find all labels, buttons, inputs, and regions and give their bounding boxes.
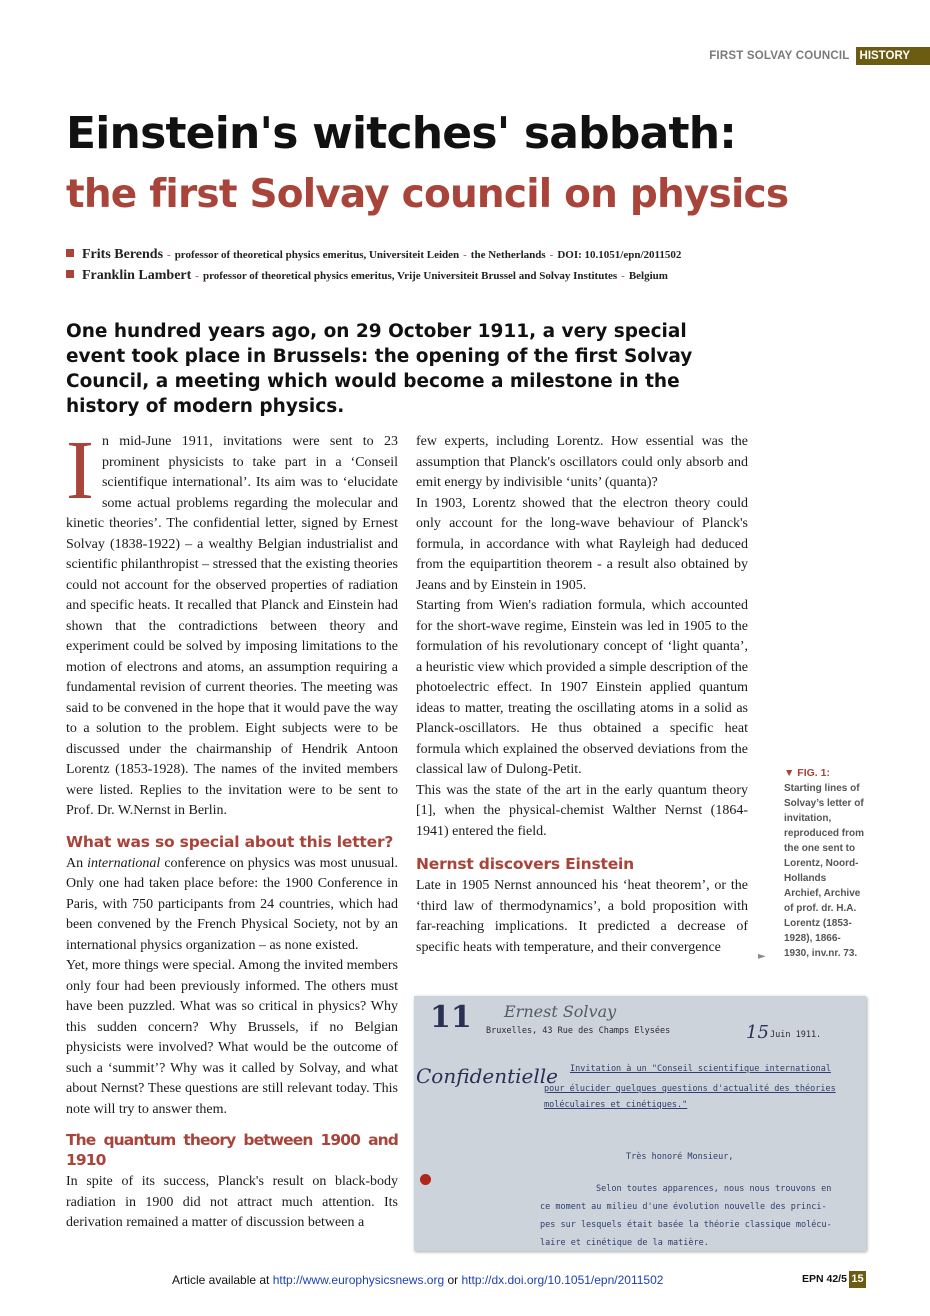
- body-paragraph: An international conference on physics was most unusual. Only one had taken place before: the 1900 Conference in Paris, with 750 participants from 24 countries, which had been convened by the French Physical Society, not by an international physics organization – as none existed.: [66, 855, 398, 953]
- author-name: Franklin Lambert: [82, 268, 192, 283]
- body-paragraph: Yet, more things were special. Among the invited members only four had been previously informed. The others must have been puzzled. What was so critical in physics? Why this sudden concern? Why Brussels, if no Belgian physicists were involved? What would be the outcome of such a ‘summit’? Why was it called by Solvay, and what about Nernst? These questions are still relevant today. This note will try to answer them.: [66, 958, 398, 1117]
- letter-line: ce moment au milieu d'une évolution nouvelle des princi-: [540, 1202, 827, 1212]
- availability-note: Article available at http://www.europhysicsnews.org or http://dx.doi.org/10.1051/epn/2011502: [172, 1273, 664, 1287]
- letter-line: moléculaires et cinétiques.": [544, 1100, 688, 1110]
- section-heading: The quantum theory between 1900 and 1910: [66, 1131, 398, 1169]
- section-name: FIRST SOLVAY COUNCIL: [709, 50, 850, 62]
- column-right: [416, 432, 748, 958]
- figure-caption: [784, 766, 864, 961]
- drop-cap: I: [66, 424, 94, 517]
- separator: -: [167, 249, 171, 261]
- letter-line: laire et cinétique de la matière.: [540, 1238, 709, 1248]
- separator: -: [195, 270, 199, 282]
- bullet-icon: [66, 249, 74, 257]
- lead-paragraph: One hundred years ago, on 29 October 1911, a very special event took place in Brussels: the opening of the first Solvay Council, a meeting which would become a milestone in the history of modern physics.: [66, 321, 693, 417]
- category-tag: HISTORY: [856, 47, 930, 65]
- issue-number: EPN 42/5: [802, 1273, 847, 1285]
- figure-label: ▼ FIG. 1:: [784, 767, 830, 779]
- article-doi: DOI: 10.1051/epn/2011502: [557, 249, 682, 261]
- author-affiliation: professor of theoretical physics emeritus, Vrije Universiteit Brussel and Solvay Institutes: [202, 270, 618, 282]
- body-paragraph: This was the state of the art in the early quantum theory [1], when the physical-chemist Walther Nernst (1864-1941) entered the field.: [416, 782, 748, 839]
- author-name: Frits Berends: [82, 247, 164, 262]
- article-subtitle: the first Solvay council on physics: [66, 172, 789, 217]
- figure-letter-image: [414, 996, 866, 1251]
- letter-address: Bruxelles, 43 Rue des Champs Elysées: [486, 1026, 671, 1036]
- continue-arrow-icon: ►: [758, 951, 766, 962]
- separator: -: [549, 249, 554, 261]
- body-paragraph: In mid-June 1911, invitations were sent to 23 prominent physicists to take part in a ‘Conseil scientifique international’. Its aim was to ‘elucidate some actual problems regarding the molecular and kinetic theories’. The confidential letter, signed by Ernest Solvay (1838-1922) – a wealthy Belgian industrialist and scientific philanthropist – stressed that the existing theories could not account for the observed properties of radiation and specific heats. It recalled that Planck and Einstein had shown that the contradictions between theory and experiment could be solved by imposing limitations to the motion of electrons and atoms, an assumption requiring a fundamental revision of current theories. The meeting was said to be convened in the hope that it would pave the way to a solution to the problem. Eight subjects were to be discussed under the chairmanship of Hendrik Antoon Lorentz (1853-1928). The names of the invited members were listed. Replies to the invitation were to be sent to Prof. Dr. W.Nernst in Berlin.: [66, 424, 398, 818]
- body-paragraph: In spite of its success, Planck's result on black-body radiation in 1900 did not attract much attention. Its derivation remained a matter of discussion between a: [66, 1174, 398, 1230]
- body-paragraph: In 1903, Lorentz showed that the electron theory could only account for the long-wave behaviour of Planck's formula, in accordance with what Rayleigh had deduced from the equipartition theorem - a result also obtained by Jeans and by Einstein in 1905.: [416, 495, 748, 593]
- letter-salutation: Très honoré Monsieur,: [626, 1152, 734, 1162]
- letter-line: Selon toutes apparences, nous nous trouvons en: [596, 1184, 832, 1194]
- section-heading: What was so special about this letter?: [66, 832, 394, 851]
- letter-line: pour élucider quelques questions d'actualité des théories: [544, 1084, 836, 1094]
- letter-confidential: Confidentielle: [416, 1064, 558, 1088]
- author-country: the Netherlands: [470, 249, 546, 261]
- body-paragraph: Late in 1905 Nernst announced his ‘heat theorem’, or the ‘third law of thermodynamics’, a bold proposition with far-reaching implications. It predicted a decrease of specific heats with temperature, and their convergence: [416, 878, 748, 955]
- author-line: [66, 247, 756, 268]
- author-line: [66, 268, 756, 289]
- wax-seal-dot: [420, 1174, 431, 1185]
- page-number: 15: [849, 1271, 866, 1288]
- author-country: Belgium: [628, 270, 668, 282]
- separator: -: [621, 270, 625, 282]
- bullet-icon: [66, 270, 74, 278]
- letter-date-day: 15: [746, 1022, 769, 1043]
- separator: -: [463, 249, 467, 261]
- letter-line: pes sur lesquels était basée la théorie classique molécu-: [540, 1220, 832, 1230]
- europhysicsnews-link[interactable]: http://www.europhysicsnews.org: [272, 1273, 445, 1287]
- letter-line: Invitation à un "Conseil scientifique international: [570, 1064, 831, 1074]
- section-heading: Nernst discovers Einstein: [416, 855, 634, 873]
- letter-date: Juin 1911.: [770, 1030, 822, 1040]
- doi-link[interactable]: http://dx.doi.org/10.1051/epn/2011502: [461, 1273, 664, 1287]
- author-list: [66, 247, 756, 289]
- article-title: Einstein's witches' sabbath:: [66, 108, 737, 159]
- letter-number: 11: [430, 1000, 472, 1035]
- section-header: [709, 46, 930, 66]
- figure-caption-text: Starting lines of Solvay’s letter of invitation, reproduced from the one sent to Lorentz, Noord-Hollands Archief, Archive of prof. dr. H.A. Lorentz (1853-1928), 1866-1930, inv.nr. 73.: [784, 783, 865, 959]
- body-paragraph: Starting from Wien's radiation formula, which accounted for the short-wave regime, Einstein was led in 1905 to the formulation of his revolutionary concept of ‘light quanta’, a heuristic view which provided a simple description of the photoelectric effect. In 1907 Einstein applied quantum ideas to matter, treating the oscillating atoms in a solid as Planck-oscillators. He thus obtained a specific heat formula which explained the observed deviations from the classical law of Dulong-Petit.: [416, 598, 748, 777]
- letter-signature: Ernest Solvay: [504, 1002, 617, 1021]
- column-left: [66, 424, 398, 1234]
- author-affiliation: professor of theoretical physics emeritus, Universiteit Leiden: [174, 249, 460, 261]
- body-paragraph: few experts, including Lorentz. How essential was the assumption that Planck's oscillators could only absorb and emit energy by indivisible ‘units’ (quanta)?: [416, 434, 748, 490]
